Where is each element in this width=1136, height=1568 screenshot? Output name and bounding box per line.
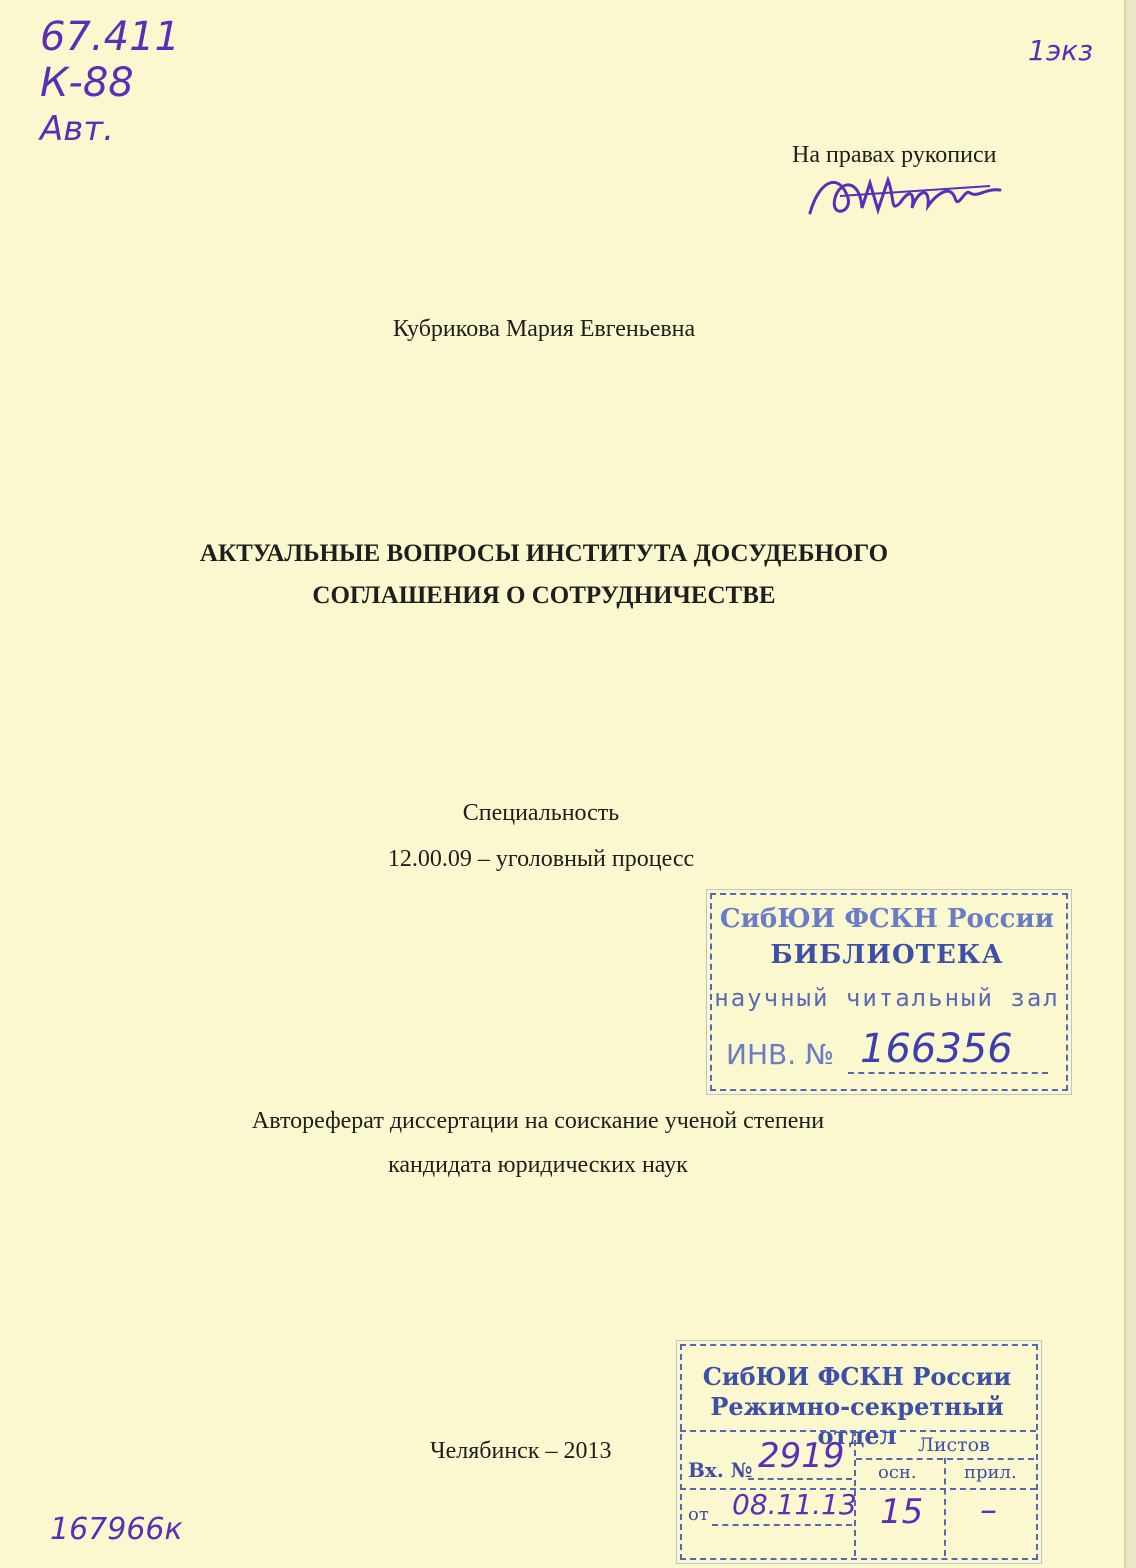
author-name: Кубрикова Мария Евгеньевна (392, 316, 696, 342)
secret-stamp-department: Режимно-секретный отдел (710, 1392, 1004, 1450)
specialty-code: 12.00.09 – уголовный процесс (387, 846, 695, 872)
secret-stamp-in-label: Вх. № (688, 1458, 753, 1482)
title-line-2: СОГЛАШЕНИЯ О СОТРУДНИЧЕСТВЕ (312, 582, 776, 609)
library-stamp-institution: СибЮИ ФСКН России (719, 904, 1055, 934)
secret-stamp-in-underline (748, 1478, 852, 1480)
library-stamp-inv-underline (848, 1072, 1048, 1074)
secret-stamp-institution: СибЮИ ФСКН России (702, 1362, 1012, 1391)
document-title (0, 533, 1088, 617)
handwritten-classification (40, 14, 180, 152)
secret-stamp-main-value: 15 (880, 1492, 924, 1532)
handwritten-copies: 1экз (1028, 34, 1093, 67)
rights-notice: На правах рукописи (792, 142, 997, 168)
city-year: Челябинск – 2013 (430, 1438, 612, 1464)
author-signature (800, 168, 1010, 228)
handwritten-code: 67.411 (40, 14, 180, 60)
secret-stamp-main-label: осн. (878, 1462, 917, 1483)
secret-stamp-date-label: от (688, 1504, 709, 1525)
handwritten-accession-number: 167966к (50, 1512, 183, 1547)
secret-stamp-divider (680, 1430, 1036, 1432)
handwritten-type: Авт. (40, 109, 114, 149)
secret-stamp-sheets-label: Листов (918, 1434, 990, 1456)
library-stamp-reading-room: научный читальный зал (714, 984, 1060, 1012)
abstract-line-2: кандидата юридических наук (388, 1152, 688, 1178)
library-stamp-library: БИБЛИОТЕКА (770, 940, 1004, 970)
library-stamp-inv-label: ИНВ. № (726, 1038, 835, 1071)
specialty-label: Специальность (462, 800, 620, 826)
secret-stamp-date-underline (712, 1524, 852, 1526)
secret-stamp-appendix-value: – (980, 1490, 997, 1530)
title-line-1: АКТУАЛЬНЫЕ ВОПРОСЫ ИНСТИТУТА ДОСУДЕБНОГО (199, 540, 889, 567)
abstract-line-1: Автореферат диссертации на соискание ученой степени (251, 1108, 825, 1134)
handwritten-cutter-number: К-88 (40, 60, 134, 106)
secret-stamp-sheets-column-divider (944, 1458, 946, 1556)
secret-stamp-appendix-label: прил. (964, 1462, 1017, 1483)
library-stamp-inv-number: 166356 (860, 1026, 1013, 1072)
secret-stamp-in-number: 2919 (758, 1436, 845, 1476)
secret-stamp-date-value: 08.11.13 (732, 1488, 857, 1521)
